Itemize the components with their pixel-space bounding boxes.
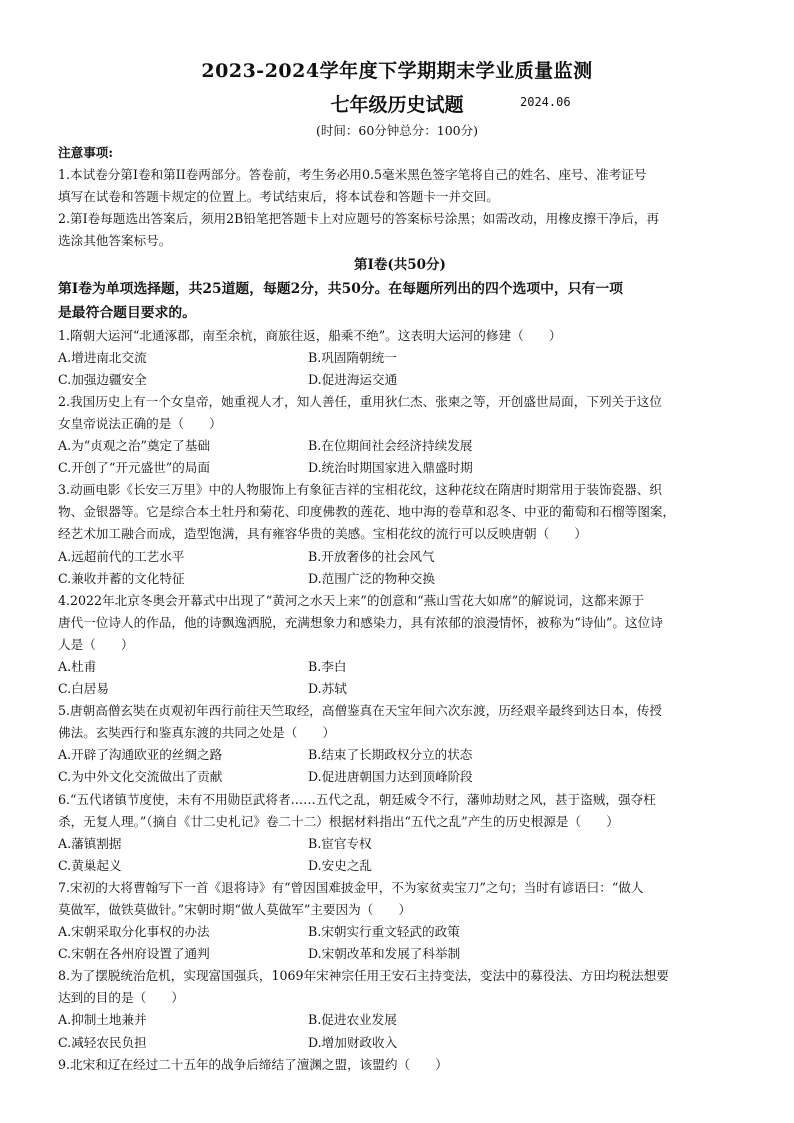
answer-option: A.藩镇割据 <box>58 835 122 851</box>
answer-option: D.增加财政收入 <box>308 1034 398 1050</box>
option-row <box>58 921 742 943</box>
answer-option: B.在位期间社会经济持续发展 <box>308 438 473 454</box>
question-stem-line: 3.动画电影《长安三万里》中的人物服饰上有象征吉祥的宝相花纹，这种花纹在隋唐时期常用于装饰瓷器、织 <box>58 482 662 498</box>
question-stem-line: 莫做军，做铁莫做针。”宋朝时期“做人莫做军”主要因为（ ） <box>58 902 412 917</box>
notes-item-1-line-1: 1.本试卷分第I卷和第II卷两部分。答卷前，考生务必用0.5毫米黑色签字笔将自己的姓名、座号、准考证号 <box>58 167 647 183</box>
answer-option: D.促进唐朝国力达到顶峰阶段 <box>308 769 473 785</box>
answer-option: C.黄巢起义 <box>58 857 122 873</box>
question-stem-line: 杀，无复人理。”（摘自《廿二史札记》卷二十二）根据材料指出“五代之乱”产生的历史根源是（ ） <box>58 813 619 829</box>
answer-option: B.开放奢侈的社会风气 <box>308 548 435 564</box>
option-row <box>58 457 742 479</box>
exam-title: 2023-2024学年度下学期期末学业质量监测 <box>201 60 593 82</box>
question-2 <box>58 391 742 479</box>
option-row <box>58 744 742 766</box>
answer-option: B.宋朝实行重文轻武的政策 <box>308 924 460 940</box>
section-instruction-line-2: 是最符合题目要求的。 <box>58 304 196 321</box>
question-stem-line: 5.唐朝高僧玄奘在贞观初年西行前往天竺取经，高僧鉴真在天宝年间六次东渡，历经艰辛最终到达日本，传授 <box>58 703 662 719</box>
question-9 <box>58 1054 742 1076</box>
notes-item-2-line-1: 2.第I卷每题选出答案后，须用2B铅笔把答题卡上对应题号的答案标号涂黑；如需改动，用橡皮擦干净后，再 <box>58 211 659 227</box>
option-row <box>58 435 742 457</box>
answer-option: C.兼收并蓄的文化特征 <box>58 570 185 586</box>
question-stem-line: 7.宋初的大将曹翰写下一首《退将诗》有“曾因国难披金甲，不为家贫卖宝刀”之句；当时有谚语曰：“做人 <box>58 879 644 895</box>
question-stem-line: 9.北宋和辽在经过二十五年的战争后缔结了澶渊之盟，该盟约（ ） <box>58 1056 448 1072</box>
exam-subtitle <box>0 90 794 117</box>
option-row <box>58 546 742 568</box>
question-5 <box>58 700 742 788</box>
answer-option: D.范围广泛的物种交换 <box>308 570 435 586</box>
answer-option: A.抑制土地兼并 <box>58 1012 147 1028</box>
answer-option: A.杜甫 <box>58 658 97 674</box>
answer-option: D.促进海运交通 <box>308 371 398 387</box>
question-stem-line: 8.为了摆脱统治危机，实现富国强兵，1069年宋神宗任用王安石主持变法，变法中的募役法、方田均税法想要 <box>58 968 669 984</box>
option-row <box>58 766 742 788</box>
answer-option: A.远超前代的工艺水平 <box>58 548 185 564</box>
question-stem-line: 经艺术加工融合而成，造型饱满，具有雍容华贵的美感。宝相花纹的流行可以反映唐朝（ ） <box>58 526 587 542</box>
answer-option: A.为“贞观之治”奠定了基础 <box>58 438 210 454</box>
answer-option: C.减轻农民负担 <box>58 1034 147 1050</box>
notes-item-2-line-2: 选涂其他答案标号。 <box>58 233 172 249</box>
answer-option: D.统治时期国家进入鼎盛时期 <box>308 460 473 476</box>
option-row <box>58 369 742 391</box>
answer-option: D.宋朝改革和发展了科举制 <box>308 946 461 962</box>
answer-option: A.宋朝采取分化事权的办法 <box>58 924 210 940</box>
notes-item-1-line-2: 填写在试卷和答题卡规定的位置上。考试结束后，将本试卷和答题卡一并交回。 <box>58 189 499 205</box>
answer-option: C.宋朝在各州府设置了通判 <box>58 946 210 962</box>
question-3 <box>58 479 742 589</box>
question-6 <box>58 789 742 877</box>
option-row <box>58 833 742 855</box>
notes-heading: 注意事项: <box>58 145 114 160</box>
answer-option: B.结束了长期政权分立的状态 <box>308 747 473 763</box>
exam-body <box>58 142 742 1076</box>
answer-option: B.促进农业发展 <box>308 1012 397 1028</box>
answer-option: C.开创了“开元盛世”的局面 <box>58 460 211 476</box>
option-row <box>58 943 742 965</box>
section-title: 第I卷(共50分) <box>354 257 446 274</box>
answer-option: B.巩固隋朝统一 <box>308 349 397 365</box>
question-1 <box>58 325 742 391</box>
question-stem-line: 4.2022年北京冬奥会开幕式中出现了“黄河之水天上来”的创意和“燕山雪花大如席”的解说词，这都来源于 <box>58 592 645 608</box>
question-stem-line: 1.隋朝大运河“北通涿郡，南至余杭，商旅往返，船乘不绝”。这表明大运河的修建（ ） <box>58 327 562 343</box>
question-stem-line: 佛法。玄奘西行和鉴真东渡的共同之处是（ ） <box>58 725 336 741</box>
question-stem-line: 达到的目的是（ ） <box>58 990 184 1006</box>
option-row <box>58 678 742 700</box>
question-7 <box>58 877 742 965</box>
answer-option: D.苏轼 <box>308 681 347 697</box>
answer-option: D.安史之乱 <box>308 857 373 873</box>
question-stem-line: 女皇帝说法正确的是（ ） <box>58 415 222 431</box>
answer-option: B.李白 <box>308 658 347 674</box>
option-row <box>58 656 742 678</box>
answer-option: C.为中外文化交流做出了贡献 <box>58 769 223 785</box>
option-row <box>58 1032 742 1054</box>
option-row <box>58 855 742 877</box>
section-instruction-line-1: 第I卷为单项选择题，共25道题，每题2分，共50分。在每题所列出的四个选项中，只有一项 <box>58 280 623 297</box>
answer-option: C.加强边疆安全 <box>58 371 147 387</box>
option-row <box>58 1009 742 1031</box>
exam-date: 2024.06 <box>520 95 571 109</box>
answer-option: A.增进南北交流 <box>58 349 147 365</box>
question-stem-line: 物、金银器等。它是综合本土牡丹和菊花、印度佛教的莲花、地中海的卷草和忍冬、中亚的葡萄和石榴等图案， <box>58 504 676 520</box>
question-list <box>58 325 742 1076</box>
question-stem-line: 唐代一位诗人的作品，他的诗飘逸洒脱，充满想象力和感染力，具有浓郁的浪漫情怀，被称为“诗仙”。这位诗 <box>58 614 663 630</box>
question-stem-line: 6.“五代诸镇节度使，未有不用勋臣武将者……五代之乱，朝廷威令不行，藩帅劫财之风，甚于盗贼，强夺枉 <box>58 791 656 807</box>
option-row <box>58 347 742 369</box>
answer-option: B.宦官专权 <box>308 835 372 851</box>
option-row <box>58 568 742 590</box>
answer-option: C.白居易 <box>58 681 109 697</box>
question-8 <box>58 965 742 1053</box>
question-stem-line: 2.我国历史上有一个女皇帝，她重视人才，知人善任，重用狄仁杰、张柬之等，开创盛世局面，下列关于这位 <box>58 393 662 409</box>
time-info: (时间：60分钟总分：100分) <box>315 123 479 138</box>
answer-option: A.开辟了沟通欧亚的丝绸之路 <box>58 747 223 763</box>
question-4 <box>58 590 742 700</box>
question-stem-line: 人是（ ） <box>58 636 134 652</box>
subject-title: 七年级历史试题 <box>330 94 464 116</box>
